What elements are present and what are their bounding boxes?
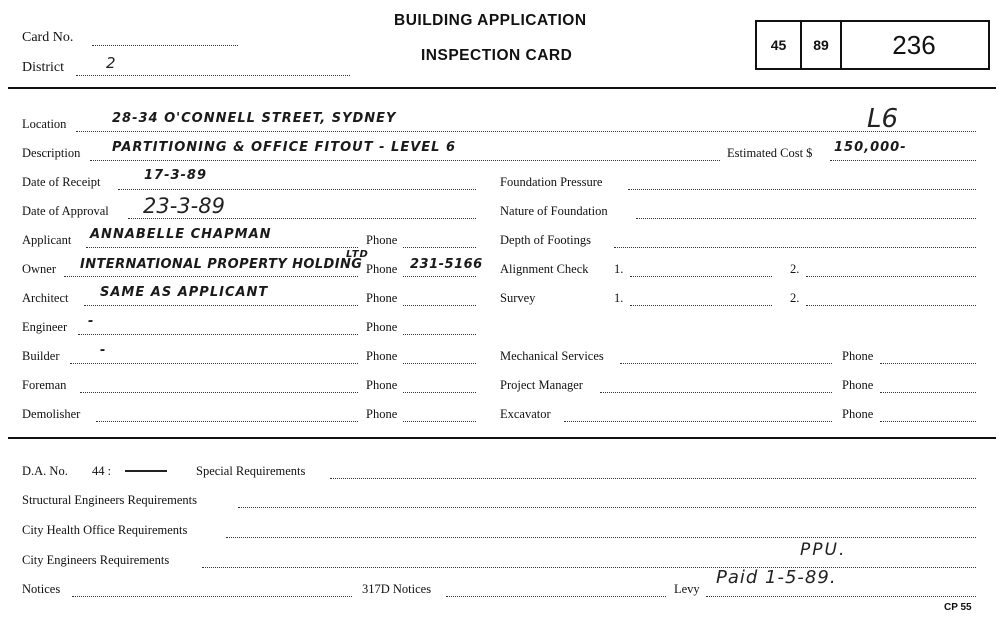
district-label: District bbox=[22, 60, 64, 75]
survey-line1 bbox=[630, 305, 772, 306]
number-part1: 45 bbox=[770, 37, 787, 53]
excavator-phone-label: Phone bbox=[842, 407, 874, 421]
levy-label: Levy bbox=[674, 582, 700, 596]
project-manager-line bbox=[600, 392, 832, 393]
survey-label: Survey bbox=[500, 291, 536, 305]
da-no-handwritten-dash bbox=[125, 470, 167, 472]
description-line bbox=[90, 160, 720, 161]
notices-label: Notices bbox=[22, 582, 61, 596]
title-line2: INSPECTION CARD bbox=[421, 47, 573, 64]
date-of-approval-label: Date of Approval bbox=[22, 204, 109, 218]
engineer-line bbox=[78, 334, 358, 335]
levy-value: Paid 1-5-89. bbox=[716, 567, 837, 588]
project-manager-label: Project Manager bbox=[500, 378, 583, 392]
date-of-approval-line bbox=[128, 218, 476, 219]
structural-requirements-label: Structural Engineers Requirements bbox=[22, 493, 197, 507]
builder-label: Builder bbox=[22, 349, 60, 363]
mechanical-services-line bbox=[620, 363, 832, 364]
demolisher-label: Demolisher bbox=[22, 407, 81, 421]
middle-divider bbox=[8, 437, 996, 439]
alignment-check-line1 bbox=[630, 276, 772, 277]
card-no-line bbox=[92, 45, 238, 46]
applicant-phone-label: Phone bbox=[366, 233, 398, 247]
foreman-phone-label: Phone bbox=[366, 378, 398, 392]
project-manager-phone-line bbox=[880, 392, 976, 393]
notices-317d-line bbox=[446, 596, 666, 597]
location-label: Location bbox=[22, 117, 67, 131]
estimated-cost-label: Estimated Cost $ bbox=[727, 146, 813, 160]
owner-phone-line bbox=[403, 276, 476, 277]
engineer-value: - bbox=[88, 314, 95, 329]
number-part3: 236 bbox=[892, 29, 936, 60]
location-value: 28-34 O'CONNELL STREET, SYDNEY bbox=[112, 111, 397, 126]
applicant-phone-line bbox=[403, 247, 476, 248]
foreman-label: Foreman bbox=[22, 378, 67, 392]
da-no-label: D.A. No. bbox=[22, 464, 68, 478]
owner-line bbox=[64, 276, 358, 277]
form-code: CP 55 bbox=[944, 602, 972, 613]
notices-line bbox=[72, 596, 352, 597]
demolisher-phone-line bbox=[403, 421, 476, 422]
district-line bbox=[76, 75, 350, 76]
excavator-line bbox=[564, 421, 832, 422]
owner-value-sup: LTD bbox=[346, 249, 369, 260]
builder-phone-line bbox=[403, 363, 476, 364]
structural-requirements-line bbox=[238, 507, 976, 508]
survey-num1: 1. bbox=[614, 291, 624, 305]
architect-phone-line bbox=[403, 305, 476, 306]
owner-label: Owner bbox=[22, 262, 57, 276]
top-divider bbox=[8, 87, 996, 89]
notices-317d-label: 317D Notices bbox=[362, 582, 432, 596]
card-no-label: Card No. bbox=[22, 30, 74, 45]
levy-line bbox=[706, 596, 976, 597]
alignment-check-label: Alignment Check bbox=[500, 262, 589, 276]
city-engineers-note: PPU. bbox=[800, 540, 847, 560]
engineer-phone-label: Phone bbox=[366, 320, 398, 334]
foundation-pressure-line bbox=[628, 189, 976, 190]
foundation-pressure-label: Foundation Pressure bbox=[500, 175, 603, 189]
demolisher-line bbox=[96, 421, 358, 422]
depth-of-footings-line bbox=[614, 247, 976, 248]
survey-num2: 2. bbox=[790, 291, 800, 305]
da-no-value: 44 : bbox=[92, 464, 112, 478]
excavator-phone-line bbox=[880, 421, 976, 422]
description-value: PARTITIONING & OFFICE FITOUT - LEVEL 6 bbox=[112, 140, 457, 155]
nature-of-foundation-label: Nature of Foundation bbox=[500, 204, 608, 218]
mechanical-services-label: Mechanical Services bbox=[500, 349, 604, 363]
architect-phone-label: Phone bbox=[366, 291, 398, 305]
health-requirements-label: City Health Office Requirements bbox=[22, 523, 188, 537]
alignment-check-num1: 1. bbox=[614, 262, 624, 276]
project-manager-phone-label: Phone bbox=[842, 378, 874, 392]
date-of-approval-value: 23-3-89 bbox=[143, 194, 225, 218]
foreman-phone-line bbox=[403, 392, 476, 393]
district-value: 2 bbox=[106, 54, 116, 72]
owner-phone-label: Phone bbox=[366, 262, 398, 276]
nature-of-foundation-line bbox=[636, 218, 976, 219]
applicant-value: ANNABELLE CHAPMAN bbox=[90, 227, 272, 242]
builder-value: - bbox=[100, 343, 107, 358]
application-number-box bbox=[755, 20, 990, 70]
mechanical-services-phone-label: Phone bbox=[842, 349, 874, 363]
survey-line2 bbox=[806, 305, 976, 306]
date-of-receipt-line bbox=[118, 189, 476, 190]
applicant-label: Applicant bbox=[22, 233, 72, 247]
title-line1: BUILDING APPLICATION bbox=[394, 12, 587, 29]
applicant-line bbox=[86, 247, 358, 248]
date-of-receipt-value: 17-3-89 bbox=[144, 168, 208, 183]
health-requirements-line bbox=[226, 537, 976, 538]
owner-phone-value: 231-5166 bbox=[410, 257, 483, 272]
special-requirements-line bbox=[330, 478, 976, 479]
location-line bbox=[76, 131, 976, 132]
architect-value: SAME AS APPLICANT bbox=[100, 285, 269, 300]
depth-of-footings-label: Depth of Footings bbox=[500, 233, 591, 247]
builder-phone-label: Phone bbox=[366, 349, 398, 363]
engineer-phone-line bbox=[403, 334, 476, 335]
description-label: Description bbox=[22, 146, 81, 160]
estimated-cost-value: 150,000- bbox=[834, 140, 907, 155]
corner-note: L6 bbox=[867, 104, 899, 134]
city-engineers-requirements-label: City Engineers Requirements bbox=[22, 553, 170, 567]
demolisher-phone-label: Phone bbox=[366, 407, 398, 421]
city-engineers-requirements-line bbox=[202, 567, 976, 568]
special-requirements-label: Special Requirements bbox=[196, 464, 306, 478]
excavator-label: Excavator bbox=[500, 407, 551, 421]
architect-label: Architect bbox=[22, 291, 69, 305]
estimated-cost-line bbox=[830, 160, 976, 161]
owner-value: INTERNATIONAL PROPERTY HOLDING bbox=[80, 257, 363, 272]
engineer-label: Engineer bbox=[22, 320, 68, 334]
number-part2: 89 bbox=[813, 37, 829, 53]
architect-line bbox=[84, 305, 358, 306]
date-of-receipt-label: Date of Receipt bbox=[22, 175, 101, 189]
foreman-line bbox=[80, 392, 358, 393]
alignment-check-num2: 2. bbox=[790, 262, 800, 276]
builder-line bbox=[70, 363, 358, 364]
mechanical-services-phone-line bbox=[880, 363, 976, 364]
alignment-check-line2 bbox=[806, 276, 976, 277]
